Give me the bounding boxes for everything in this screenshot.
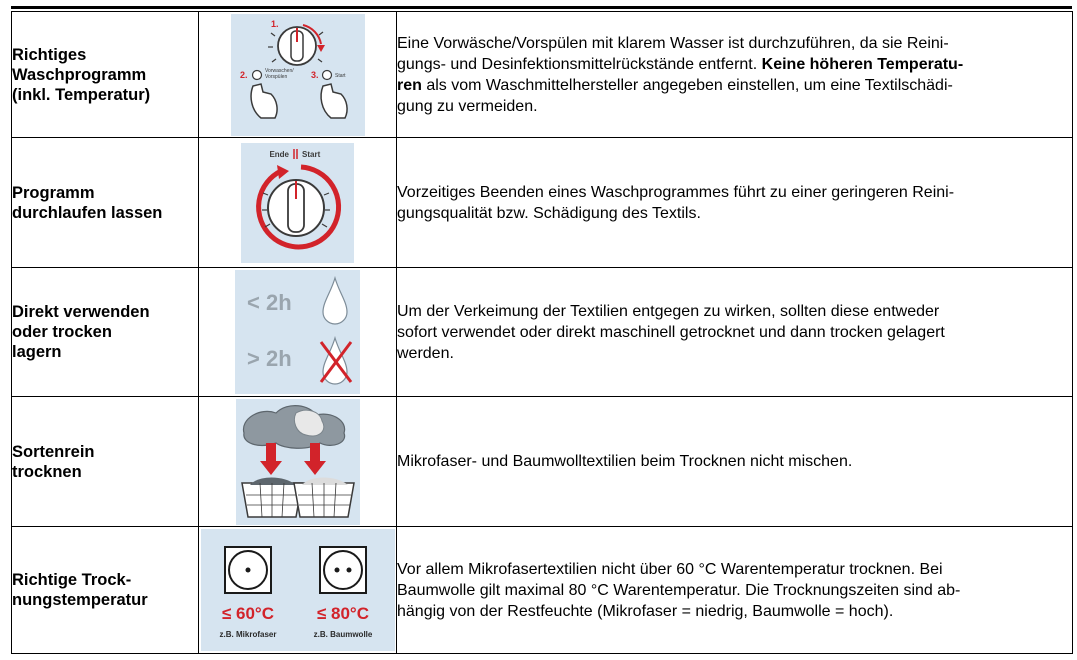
cotton-caption: z.B. Baumwolle [313, 630, 372, 639]
top-rule [11, 6, 1072, 9]
label-line: Richtige Trock- [12, 571, 132, 589]
description-text: Eine Vorwäsche/Vorspülen mit klarem Wasser ist durchzuführen, da sie Reini- gungs- und Desinfektionsmittelrückstände entfernt. Keine höheren Temperatu- ren als vom Waschmittelhersteller angegeben einstellen, um eine Textilschädi- gung zu vermeiden. [397, 34, 964, 115]
figure-cell [199, 138, 397, 268]
step3-label: 3. [310, 69, 319, 80]
row-description [397, 138, 1073, 268]
program-dial-figure [241, 143, 354, 263]
row-label [12, 397, 199, 527]
step2-text-2: Vorspülen [264, 73, 287, 80]
table-row [12, 12, 1073, 138]
step3-text: Start [334, 72, 346, 79]
drying-temperature-figure [201, 529, 395, 651]
hand-icon [321, 84, 347, 118]
temp-60-label: ≤ 60°C [221, 604, 274, 623]
tumble-dry-symbol-icon [320, 547, 366, 593]
microfiber-caption: z.B. Mikrofaser [219, 630, 276, 639]
description-text: Vor allem Mikrofasertextilien nicht über 60 °C Warentemperatur trocknen. Bei Baumwolle gilt maximal 80 °C Warentemperatur. Die Trocknungszeiten sind ab- hängig von der Restfeuchte (Mikrofaser = niedrig, Baumwolle = hoch). [397, 560, 961, 620]
label-line: durchlaufen lassen [12, 203, 163, 222]
row-label [12, 268, 199, 397]
arrow-down-icon [310, 443, 320, 463]
label-line: Programm [12, 183, 95, 202]
description-text: Vorzeitiges Beenden eines Waschprogrammes führt zu einer geringeren Reini- gungsqualität bzw. Schädigung des Textils. [397, 183, 955, 222]
figure-cell [199, 268, 397, 397]
gt-2h-label: > 2h [247, 346, 292, 371]
table-row [12, 268, 1073, 397]
figure-cell [199, 397, 397, 527]
arrow-down-icon [266, 443, 276, 463]
table-row [12, 527, 1073, 654]
temp-80-label: ≤ 80°C [316, 604, 369, 623]
sorted-drying-figure [236, 399, 360, 525]
label-line: Richtiges [12, 45, 87, 64]
wash-program-dial-figure [231, 14, 365, 136]
row-label [12, 527, 199, 654]
label-line: oder trocken [12, 323, 112, 341]
figure-cell [199, 12, 397, 138]
label-line: trocknen [12, 462, 82, 481]
step2-label: 2. [239, 69, 248, 80]
end-label: Ende [269, 149, 289, 159]
table-row [12, 138, 1073, 268]
lt-2h-label: < 2h [247, 290, 292, 315]
step1-label: 1. [270, 18, 279, 29]
start-label: Start [302, 149, 321, 159]
label-line: (inkl. Temperatur) [12, 85, 151, 104]
label-line: nungstemperatur [12, 591, 148, 609]
row-description [397, 397, 1073, 527]
description-text: Um der Verkeimung der Textilien entgegen zu wirken, sollten diese entweder sofort verwendet oder direkt maschinell getrocknet und dann trocken gelagert werden. [397, 302, 945, 362]
row-description [397, 527, 1073, 654]
row-description [397, 268, 1073, 397]
label-line: Waschprogramm [12, 65, 147, 84]
label-line: Sortenrein [12, 442, 95, 461]
row-label [12, 138, 199, 268]
hand-icon [251, 84, 277, 118]
care-instructions-table [11, 11, 1073, 654]
step2-text-1: Vorwaschen/ [264, 67, 294, 74]
table-row [12, 397, 1073, 527]
row-description [397, 12, 1073, 138]
label-line: lagern [12, 343, 62, 361]
label-line: Direkt verwenden [12, 303, 150, 321]
description-text: Mikrofaser- und Baumwolltextilien beim Trocknen nicht mischen. [397, 453, 853, 470]
water-drop-icon [323, 278, 347, 324]
textiles-pile-icon [243, 405, 344, 448]
drying-time-figure [235, 270, 360, 394]
row-label [12, 12, 199, 138]
figure-cell [199, 527, 397, 654]
